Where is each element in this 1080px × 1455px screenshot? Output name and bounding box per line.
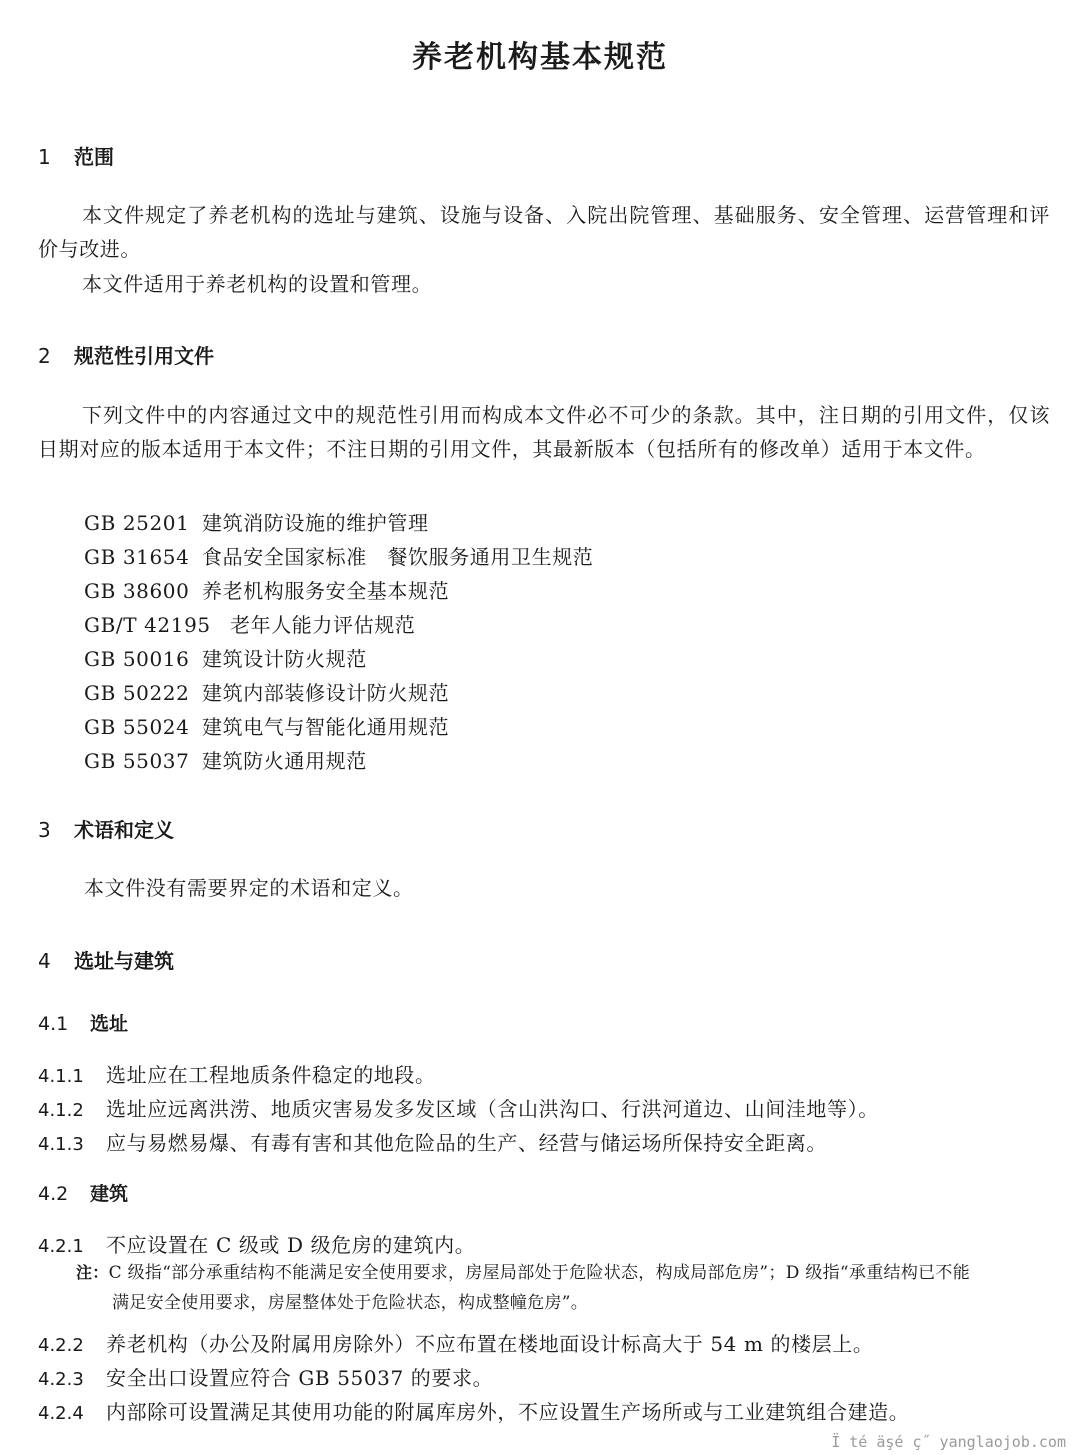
section-heading-terms	[38, 814, 174, 843]
clause-item	[38, 1229, 475, 1258]
clause-number: 4.2.1	[38, 1236, 84, 1257]
subsection-number: 4.1	[38, 1013, 69, 1035]
reference-title: 老年人能力评估规范	[230, 613, 416, 637]
reference-title: 建筑内部装修设计防火规范	[202, 681, 450, 705]
clause-item	[38, 1127, 827, 1156]
references-intro: 下列文件中的内容通过文中的规范性引用而构成本文件必不可少的条款。其中，注日期的引用文件，仅该日期对应的版本适用于本文件；不注日期的引用文件，其最新版本（包括所有的修改单）适用于本文件。	[38, 403, 1050, 461]
clause-text: 不应设置在 C 级或 D 级危房的建筑内。	[106, 1233, 476, 1257]
subsection-number: 4.2	[38, 1183, 69, 1205]
reference-code: GB 25201	[84, 511, 190, 535]
clause-item	[38, 1396, 909, 1425]
scope-paragraph-2: 本文件适用于养老机构的设置和管理。	[82, 272, 433, 296]
section-title: 术语和定义	[74, 818, 174, 842]
clause-text: 内部除可设置满足其使用功能的附属库房外，不应设置生产场所或与工业建筑组合建造。	[106, 1400, 910, 1424]
reference-code: GB 50222	[84, 681, 190, 705]
clause-text: 应与易燃易爆、有毒有害和其他危险品的生产、经营与储运场所保持安全距离。	[106, 1131, 827, 1155]
reference-item	[84, 643, 367, 672]
reference-code: GB/T 42195	[84, 613, 211, 637]
reference-item	[84, 507, 429, 536]
clause-text: 养老机构（办公及附属用房除外）不应布置在楼地面设计标高大于 54 m 的楼层上。	[106, 1332, 874, 1356]
clause-text: 安全出口设置应符合 GB 55037 的要求。	[106, 1366, 494, 1390]
section-number: 2	[38, 344, 51, 368]
subsection-heading-building	[38, 1179, 128, 1206]
note-line-2: 满足安全使用要求，房屋整体处于危险状态，构成整幢危房”。	[112, 1293, 589, 1313]
section-number: 1	[38, 145, 51, 169]
clause-number: 4.1.1	[38, 1066, 84, 1087]
clause-item	[38, 1093, 879, 1122]
clause-number: 4.2.3	[38, 1369, 84, 1390]
clause-number: 4.1.2	[38, 1100, 84, 1121]
reference-code: GB 38600	[84, 579, 190, 603]
reference-title: 建筑消防设施的维护管理	[202, 511, 429, 535]
subsection-heading-site	[38, 1009, 128, 1036]
reference-item	[84, 711, 449, 740]
note-line-1: C 级指“部分承重结构不能满足安全使用要求，房屋局部处于危险状态，构成局部危房”；D 级指“承重结构已不能	[108, 1263, 971, 1283]
reference-title: 食品安全国家标准 餐饮服务通用卫生规范	[202, 545, 594, 569]
clause-text: 选址应在工程地质条件稳定的地段。	[106, 1063, 436, 1087]
reference-title: 养老机构服务安全基本规范	[202, 579, 450, 603]
section-heading-references	[38, 340, 214, 369]
reference-title: 建筑防火通用规范	[202, 749, 367, 773]
reference-item	[84, 677, 449, 706]
note	[76, 1258, 1052, 1318]
scope-paragraph-1: 本文件规定了养老机构的选址与建筑、设施与设备、入院出院管理、基础服务、安全管理、运营管理和评价与改进。	[38, 203, 1050, 261]
clause-text: 选址应远离洪涝、地质灾害易发多发区域（含山洪沟口、行洪河道边、山间洼地等）。	[106, 1097, 879, 1121]
section-title: 范围	[74, 145, 114, 169]
section-number: 4	[38, 949, 51, 973]
reference-item	[84, 575, 449, 604]
reference-item	[84, 745, 367, 774]
clause-item	[38, 1059, 436, 1088]
section-number: 3	[38, 818, 51, 842]
reference-code: GB 55024	[84, 715, 190, 739]
clause-number: 4.1.3	[38, 1134, 84, 1155]
section-heading-scope	[38, 141, 114, 170]
reference-title: 建筑电气与智能化通用规范	[202, 715, 450, 739]
reference-item	[84, 541, 593, 570]
reference-item	[84, 609, 415, 638]
section-title: 规范性引用文件	[74, 344, 214, 368]
document-title: 养老机构基本规范	[412, 40, 668, 75]
terms-paragraph: 本文件没有需要界定的术语和定义。	[84, 876, 414, 900]
subsection-title: 建筑	[90, 1183, 129, 1205]
section-title: 选址与建筑	[74, 949, 174, 973]
reference-title: 建筑设计防火规范	[202, 647, 367, 671]
reference-code: GB 50016	[84, 647, 190, 671]
clause-item	[38, 1362, 493, 1391]
subsection-title: 选址	[90, 1013, 129, 1035]
reference-code: GB 55037	[84, 749, 190, 773]
clause-item	[38, 1328, 874, 1357]
note-label: 注：	[76, 1263, 109, 1282]
clause-number: 4.2.4	[38, 1403, 84, 1424]
reference-code: GB 31654	[84, 545, 190, 569]
section-heading-site-building	[38, 945, 174, 974]
clause-number: 4.2.2	[38, 1335, 84, 1356]
watermark: Ï té äşé ç˝ yanglaojob.com	[831, 1433, 1066, 1451]
